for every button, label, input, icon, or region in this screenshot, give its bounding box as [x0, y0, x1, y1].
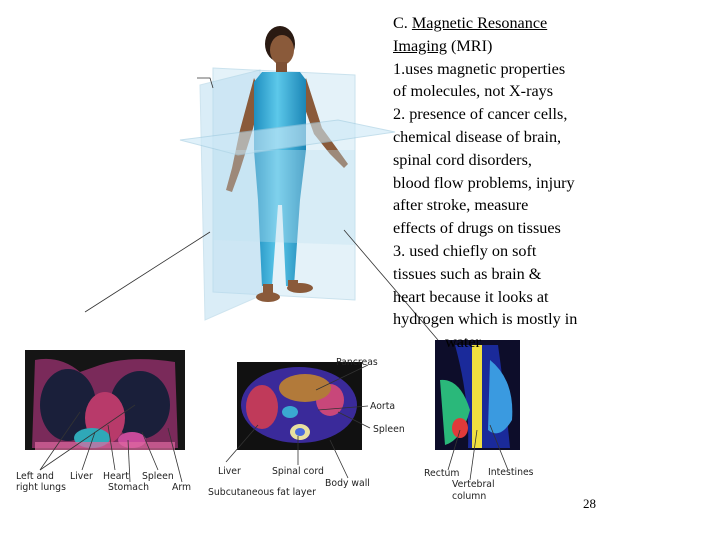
text-line: tissues such as brain & — [393, 264, 542, 283]
axial-mri-scan — [226, 362, 370, 478]
label-liver-left: Liver — [70, 471, 93, 482]
slide-body-text — [393, 12, 715, 354]
label-aorta: Aorta — [370, 401, 396, 412]
heading-main2: Imaging — [393, 36, 447, 55]
heading-main: Magnetic Resonance — [411, 14, 548, 32]
page-number: 28 — [583, 496, 596, 511]
body-planes-figure — [85, 26, 438, 340]
slide-heading-line2 — [393, 35, 715, 58]
heading-prefix: C. — [393, 14, 412, 32]
coronal-mri-scan — [25, 350, 185, 482]
text-line: after stroke, measure — [393, 196, 529, 215]
text-line: hydrogen which is mostly in — [393, 310, 578, 329]
sagittal-mri-scan — [435, 340, 520, 480]
frontal-plane-front — [213, 150, 355, 245]
text-line: effects of drugs on tissues — [393, 219, 561, 238]
label-arm: Arm — [172, 482, 192, 493]
label-pancreas: Pancreas — [336, 357, 378, 368]
label-stomach: Stomach — [108, 482, 149, 493]
label-lungs-line2: right lungs — [16, 482, 66, 493]
text-line: spinal cord disorders, — [393, 150, 532, 169]
label-subcutaneous-fat: Subcutaneous fat layer — [208, 487, 316, 498]
label-vertebral-line2: column — [452, 491, 487, 502]
text-line: 1.uses magnetic properties — [393, 59, 566, 78]
text-line: heart because it looks at — [393, 287, 549, 306]
slide-heading — [393, 12, 715, 35]
label-spleen-left: Spleen — [142, 471, 174, 482]
text-line: blood flow problems, injury — [393, 173, 575, 192]
text-line: 3. used chiefly on soft — [393, 241, 537, 260]
label-spleen-middle: Spleen — [373, 424, 405, 435]
label-heart: Heart — [103, 471, 129, 482]
label-vertebral-line1: Vertebral — [452, 479, 495, 490]
text-line: 2. presence of cancer cells, — [393, 105, 568, 124]
text-line: chemical disease of brain, — [393, 127, 562, 146]
label-intestines: Intestines — [488, 467, 534, 478]
heading-suffix: (MRI) — [446, 36, 493, 55]
text-line: of molecules, not X-rays — [393, 82, 554, 101]
label-rectum: Rectum — [424, 468, 460, 479]
label-body-wall: Body wall — [325, 478, 370, 489]
label-lungs-line1: Left and — [16, 471, 54, 482]
text-line: water — [445, 333, 481, 352]
label-spinal-cord: Spinal cord — [272, 466, 324, 477]
label-liver-middle: Liver — [218, 466, 241, 477]
